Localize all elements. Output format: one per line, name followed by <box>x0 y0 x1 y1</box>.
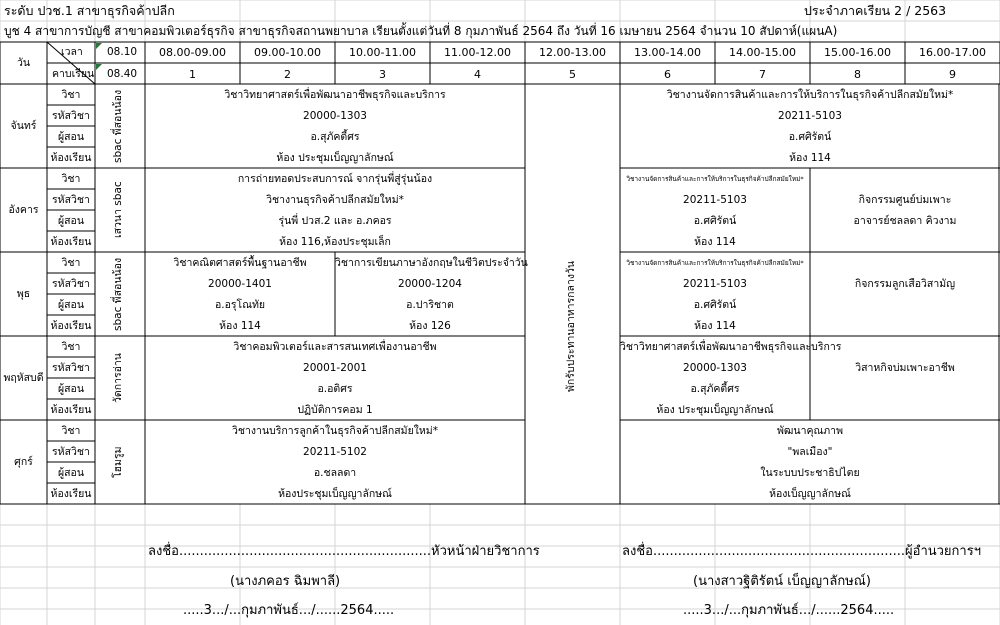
class-cell-text: ห้อง 114 <box>789 152 831 164</box>
semester-label: ประจำภาคเรียน 2 / 2563 <box>804 3 947 18</box>
class-cell-text: ห้อง 126 <box>409 320 451 332</box>
day-name: อังคาร <box>8 204 39 216</box>
row-label: วิชา <box>61 89 81 101</box>
class-cell-text: 20001-2001 <box>303 362 367 374</box>
class-cell-text: "พลเมือง" <box>787 446 833 458</box>
class-cell-text: 20000-1303 <box>683 362 747 374</box>
lunch-break-label: พักรับประทานอาหารกลางวัน <box>565 260 577 392</box>
time-slot-header: 15.00-16.00 <box>824 46 891 59</box>
class-cell-text: วิชางานบริการลูกค้าในธุรกิจค้าปลีกสมัยใหม่* <box>232 425 438 437</box>
period-number: 2 <box>284 68 291 81</box>
class-cell-text: ห้อง 114 <box>219 320 261 332</box>
class-cell-text: วิชางานจัดการสินค้าและการให้บริการในธุรกิจค้าปลีกสมัยใหม่* <box>666 89 954 101</box>
left-signer-name: (นางภคอร ฉิมพาลี) <box>230 574 341 589</box>
class-cell-text: อาจารย์ชลลดา คิวงาม <box>853 215 957 227</box>
class-cell-text: วิชาคณิตศาสตร์พื้นฐานอาชีพ <box>173 257 307 269</box>
class-cell-text: 20211-5103 <box>778 110 842 122</box>
row-label: ผู้สอน <box>57 299 85 311</box>
period-number: 9 <box>949 68 956 81</box>
day-name: ศุกร์ <box>14 456 33 468</box>
class-cell-text: ห้องประชุมเบ็ญญาลักษณ์ <box>278 488 392 500</box>
activity-label: โฮมรูม <box>112 446 124 478</box>
class-cell-text: อ.อรุโณทัย <box>214 299 266 311</box>
row-label: ห้องเรียน <box>50 152 92 164</box>
row-label: ห้องเรียน <box>50 320 92 332</box>
time-slot-header: 11.00-12.00 <box>444 46 511 59</box>
time-slot-header: 10.00-11.00 <box>349 46 416 59</box>
class-cell-text: วิชาการเขียนภาษาอังกฤษในชีวิตประจำวัน <box>335 257 528 269</box>
class-cell-text: 20211-5102 <box>303 446 367 458</box>
class-cell-text: ห้อง ประชุมเบ็ญญาลักษณ์ <box>656 404 774 416</box>
class-cell-text: วิชาวิทยาศาสตร์เพื่อพัฒนาอาชีพธุรกิจและบริการ <box>224 89 446 101</box>
class-cell-text: อ.สุภัคตี้ศร <box>690 383 740 395</box>
day-column-header: วัน <box>17 57 31 69</box>
class-cell-text: 20000-1204 <box>398 278 462 290</box>
class-cell-text: วิชางานจัดการสินค้าและการให้บริการในธุรกิจค้าปลีกสมัยใหม่* <box>626 259 804 267</box>
left-sign-date: .....3.../...กุมภาพันธ์.../......2564..... <box>183 603 395 618</box>
class-cell-text: 20211-5103 <box>683 278 747 290</box>
class-cell-text: ห้อง 114 <box>694 236 736 248</box>
time-slot-header: 14.00-15.00 <box>729 46 796 59</box>
period-number: 1 <box>189 68 196 81</box>
period-number: 3 <box>379 68 386 81</box>
class-cell-text: ห้อง 114 <box>694 320 736 332</box>
activity-label: เสวนา sbac <box>112 181 124 239</box>
row-label: วิชา <box>61 173 81 185</box>
right-sign-date: .....3.../...กุมภาพันธ์.../......2564..... <box>683 603 895 618</box>
start-time: 08.10 <box>107 46 138 58</box>
time-slot-header: 16.00-17.00 <box>919 46 986 59</box>
row-label: รหัสวิชา <box>52 446 90 458</box>
time-label: เวลา <box>61 46 83 58</box>
class-cell-text: 20000-1401 <box>208 278 272 290</box>
group-info: บูช 4 สาขาการบัญชี สาขาคอมพิวเตอร์ธุรกิจ สาขาธุรกิจสถานพยาบาล เรียนตั้งแต่วันที่ 8 กุมภาพันธ์ 2564 ถึง วันที่ 16 เมษายน 2564 จำนวน 10 สัปดาห์(แผนA) <box>4 24 838 38</box>
class-cell-text: ในระบบประชาธิปไตย <box>760 467 860 479</box>
period-number: 7 <box>759 68 766 81</box>
class-cell-text: อ.ศศิรัตน์ <box>693 299 737 311</box>
row-label: ผู้สอน <box>57 215 85 227</box>
level-title: ระดับ ปวช.1 สาขาธุรกิจค้าปลีก <box>4 3 175 18</box>
row-label: วิชา <box>61 257 81 269</box>
period-number: 5 <box>569 68 576 81</box>
row-label: ห้องเรียน <box>50 404 92 416</box>
class-cell-text: ปฏิบัติการคอม 1 <box>297 404 373 416</box>
class-cell-text: ห้อง ประชุมเบ็ญญาลักษณ์ <box>276 152 394 164</box>
class-cell-text: วิชางานธุรกิจค้าปลีกสมัยใหม่* <box>266 194 404 206</box>
start-period: 08.40 <box>107 68 138 80</box>
row-label: รหัสวิชา <box>52 362 90 374</box>
class-cell-text: อ.ปาริชาต <box>406 299 454 311</box>
class-cell-text: วิชาวิทยาศาสตร์เพื่อพัฒนาอาชีพธุรกิจและบริการ <box>620 341 842 353</box>
activity-label: วัดการอ่าน <box>112 353 124 403</box>
row-label: ห้องเรียน <box>50 236 92 248</box>
class-cell-text: วิชาคอมพิวเตอร์และสารสนเทศเพื่องานอาชีพ <box>233 341 437 353</box>
class-cell-text: อ.ศศิรัตน์ <box>788 131 832 143</box>
right-sign-line: ลงชื่อ.............................................................ผู้อำนวยการฯ <box>622 544 981 559</box>
class-cell-text: ห้องเบ็ญญาลักษณ์ <box>769 488 851 500</box>
row-label: ผู้สอน <box>57 131 85 143</box>
class-cell-text: วิสาหกิจบ่มเพาะอาชีพ <box>855 362 955 374</box>
class-cell-text: พัฒนาคุณภาพ <box>777 425 843 437</box>
period-number: 6 <box>664 68 671 81</box>
row-label: วิชา <box>61 425 81 437</box>
class-cell-text: อ.ศศิรัตน์ <box>693 215 737 227</box>
class-cell-text: อ.ชลลดา <box>313 467 357 479</box>
time-slot-header: 13.00-14.00 <box>634 46 701 59</box>
row-label: รหัสวิชา <box>52 194 90 206</box>
row-label: รหัสวิชา <box>52 278 90 290</box>
time-slot-header: 12.00-13.00 <box>539 46 606 59</box>
class-cell-text: การถ่ายทอดประสบการณ์ จากรุ่นพี่สู่รุ่นน้อง <box>237 173 433 185</box>
activity-label: sbac พี่สอนน้อง <box>112 89 124 163</box>
row-label: วิชา <box>61 341 81 353</box>
row-label: ผู้สอน <box>57 467 85 479</box>
class-cell-text: อ.สุภัคตี้ศร <box>310 131 360 143</box>
class-cell-text: รุ่นพี่ ปวส.2 และ อ.ภคอร <box>278 215 392 227</box>
right-signer-name: (นางสาวฐิติรัตน์ เบ็ญญาลักษณ์) <box>693 574 871 589</box>
period-number: 8 <box>854 68 861 81</box>
activity-label: sbac พี่สอนน้อง <box>112 257 124 331</box>
class-cell-text: ห้อง 116,ห้องประชุมเล็ก <box>279 236 391 248</box>
row-label: ห้องเรียน <box>50 488 92 500</box>
left-sign-line: ลงชื่อ.............................................................หัวหน้าฝ่ายวิชาการ <box>148 544 540 559</box>
row-label: ผู้สอน <box>57 383 85 395</box>
time-slot-header: 09.00-10.00 <box>254 46 321 59</box>
time-slot-header: 08.00-09.00 <box>159 46 226 59</box>
class-cell-text: วิชางานจัดการสินค้าและการให้บริการในธุรกิจค้าปลีกสมัยใหม่* <box>626 175 804 183</box>
class-cell-text: กิจกรรมลูกเสือวิสามัญ <box>854 278 956 290</box>
class-cell-text: อ.อติศร <box>317 383 353 395</box>
day-name: พฤหัสบดี <box>3 372 44 384</box>
period-label: คาบเรียน <box>52 68 95 80</box>
class-cell-text: 20211-5103 <box>683 194 747 206</box>
row-label: รหัสวิชา <box>52 110 90 122</box>
period-number: 4 <box>474 68 481 81</box>
day-name: จันทร์ <box>10 120 37 132</box>
class-cell-text: กิจกรรมศูนย์บ่มเพาะ <box>858 194 952 206</box>
day-name: พุธ <box>16 288 31 300</box>
class-cell-text: 20000-1303 <box>303 110 367 122</box>
